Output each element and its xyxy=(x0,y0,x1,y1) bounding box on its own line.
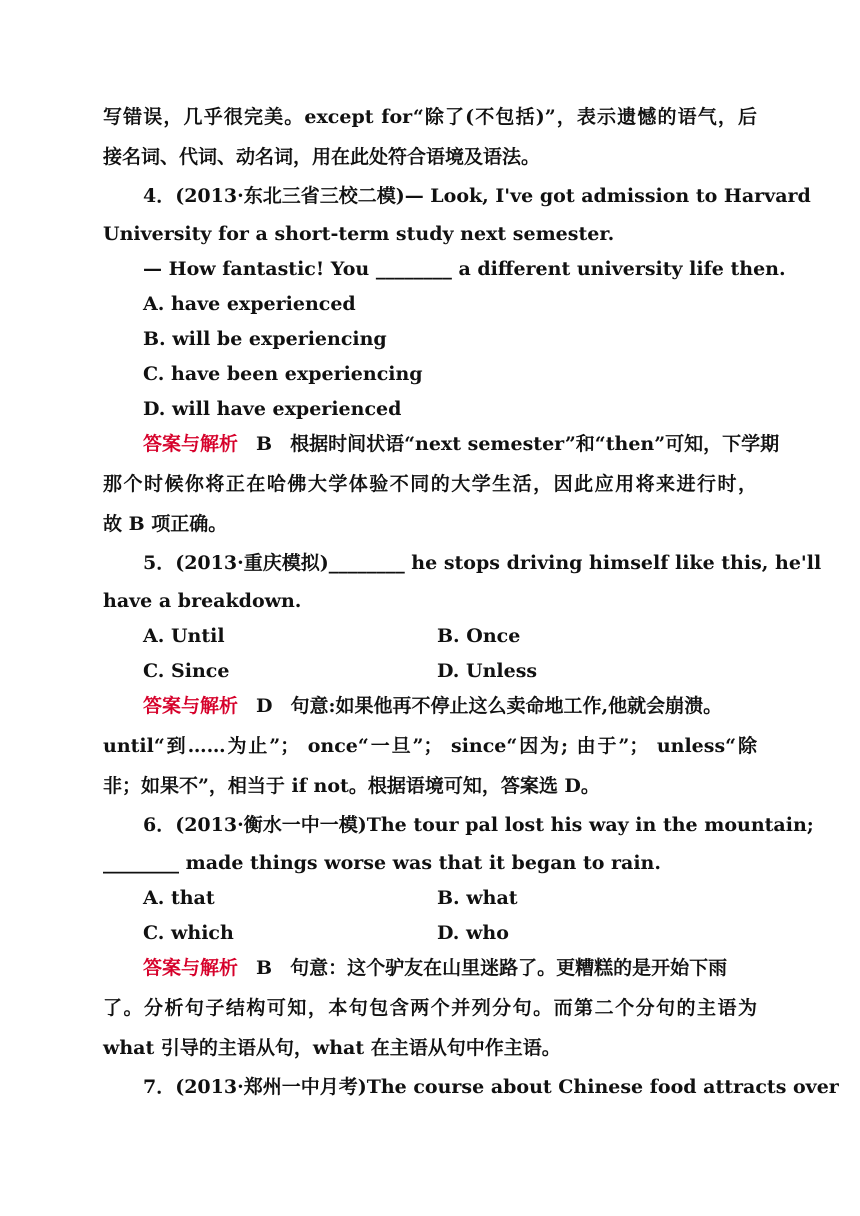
question-5-explanation xyxy=(143,694,757,718)
answer-letter: B xyxy=(256,433,273,455)
question-6-explanation-line-3: what 引导的主语从句，what 在主语从句中作主语。 xyxy=(103,1037,561,1059)
prev-explanation-line-1: 写错误，几乎很完美。except for“除了(不包括)”，表示遗憾的语气，后 xyxy=(103,106,757,128)
question-4-option-c: C. have been experiencing xyxy=(143,363,423,385)
explanation-text: 句意:如果他再不停止这么卖命地工作,他就会崩溃。 xyxy=(290,695,723,717)
question-4-reply: — How fantastic! You ________ a different university life then. xyxy=(143,258,786,280)
answer-letter: D xyxy=(256,695,273,717)
question-4-option-a: A. have experienced xyxy=(143,293,356,315)
question-5-option-d: D. Unless xyxy=(437,660,538,682)
question-4-stem: 4．(2013·东北三省三校二模)— Look, I've got admission to Harvard xyxy=(143,185,811,207)
question-6-explanation xyxy=(143,956,757,980)
explanation-text: 句意：这个驴友在山里迷路了。更糟糕的是开始下雨 xyxy=(290,957,728,979)
question-6-stem-continued: ________ made things worse was that it began to rain. xyxy=(103,852,661,874)
question-5-explanation-line-3: 非；如果不”，相当于 if not。根据语境可知，答案选 D。 xyxy=(103,775,600,797)
answer-label: 答案与解析 xyxy=(143,433,239,455)
question-6-option-a: A. that xyxy=(143,887,215,909)
question-5-option-c: C. Since xyxy=(143,660,230,682)
question-5-option-b: B. Once xyxy=(437,625,521,647)
question-6-option-b: B. what xyxy=(437,887,518,909)
question-4-explanation-line-2: 那个时候你将正在哈佛大学体验不同的大学生活，因此应用将来进行时， xyxy=(103,473,757,495)
question-5-option-a: A. Until xyxy=(143,625,225,647)
question-4-explanation-line-3: 故 B 项正确。 xyxy=(103,513,228,535)
question-6-stem: 6．(2013·衡水一中一模)The tour pal lost his way in the mountain; xyxy=(143,814,814,836)
explanation-text: 根据时间状语“next semester”和“then”可知，下学期 xyxy=(290,433,780,455)
answer-label: 答案与解析 xyxy=(143,957,239,979)
question-4-explanation xyxy=(143,432,780,456)
prev-explanation-line-2: 接名词、代词、动名词，用在此处符合语境及语法。 xyxy=(103,146,541,168)
question-5-stem-continued: have a breakdown. xyxy=(103,590,302,612)
question-4-stem-continued: University for a short-term study next semester. xyxy=(103,223,615,245)
question-5-stem: 5．(2013·重庆模拟)________ he stops driving himself like this, he'll xyxy=(143,552,822,574)
question-7-stem: 7．(2013·郑州一中月考)The course about Chinese food attracts over xyxy=(143,1076,839,1098)
question-6-option-d: D. who xyxy=(437,922,509,944)
answer-label: 答案与解析 xyxy=(143,695,239,717)
question-6-option-c: C. which xyxy=(143,922,234,944)
question-5-explanation-line-2: until“到……为止”； once“一旦”； since“因为; 由于”； unless“除 xyxy=(103,735,757,757)
question-6-explanation-line-2: 了。分析句子结构可知，本句包含两个并列分句。而第二个分句的主语为 xyxy=(103,997,757,1019)
question-4-option-d: D. will have experienced xyxy=(143,398,402,420)
question-4-option-b: B. will be experiencing xyxy=(143,328,387,350)
answer-letter: B xyxy=(256,957,273,979)
